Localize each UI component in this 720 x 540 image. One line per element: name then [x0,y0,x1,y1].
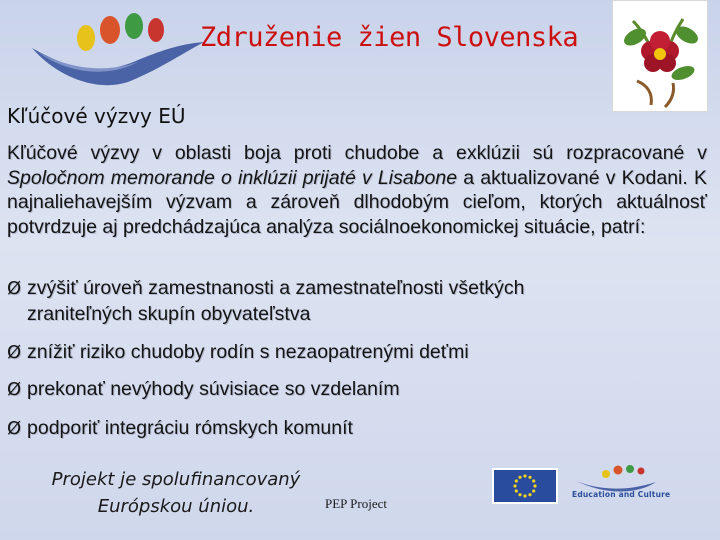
people-swoosh-logo [28,8,206,90]
intro-text-1: Kľúčové výzvy v oblasti boja proti chudobe a exklúzii sú rozpracované v [7,142,707,164]
intro-paragraph [7,141,707,239]
arrow-bullet-icon: Ø [7,418,22,439]
bullet-text: zvýšiť úroveň zamestnanosti a zamestnateľnosti všetkých [27,277,525,299]
bullet-text: podporiť integráciu rómskych komunít [27,417,353,439]
pep-label: PEP Project [325,496,387,511]
list-item [7,340,707,366]
intro-italic: Spoločnom memorande o inklúzii prijaté v Lisabone [7,166,458,189]
list-item [7,416,707,442]
intro-text-2: a aktualizované v Kodani. K najnaliehavejším výzvam a zároveň dlhodobým cieľom, ktorých aktuálnosť potvrdzuje aj predchádzajúca analýza sociálnoekonomickej situácie, patrí: [7,166,707,238]
slide-subtitle: Kľúčové výzvy EÚ [7,104,186,128]
arrow-bullet-icon: Ø [7,379,22,400]
bullet-text: znížiť riziko chudoby rodín s nezaopatrenými deťmi [27,341,469,363]
flower-emblem-logo [612,0,708,112]
list-item [7,276,707,326]
cofinance-line-1: Projekt je spolufinancovaný [51,469,301,490]
eu-flag-icon [492,468,558,504]
arrow-bullet-icon: Ø [7,278,22,299]
list-item [7,377,707,403]
arrow-bullet-icon: Ø [7,342,22,363]
bullet-text: prekonať nevýhody súvisiace so vzdelaním [27,378,400,400]
bullet-text-continuation: zraniteľných skupín obyvateľstva [27,302,311,325]
cofinance-line-2: Európskou úniou. [97,496,255,517]
page-title: Združenie žien Slovenska [200,22,579,53]
cofinance-note [36,466,316,520]
education-culture-label: Education and Culture [572,490,671,499]
